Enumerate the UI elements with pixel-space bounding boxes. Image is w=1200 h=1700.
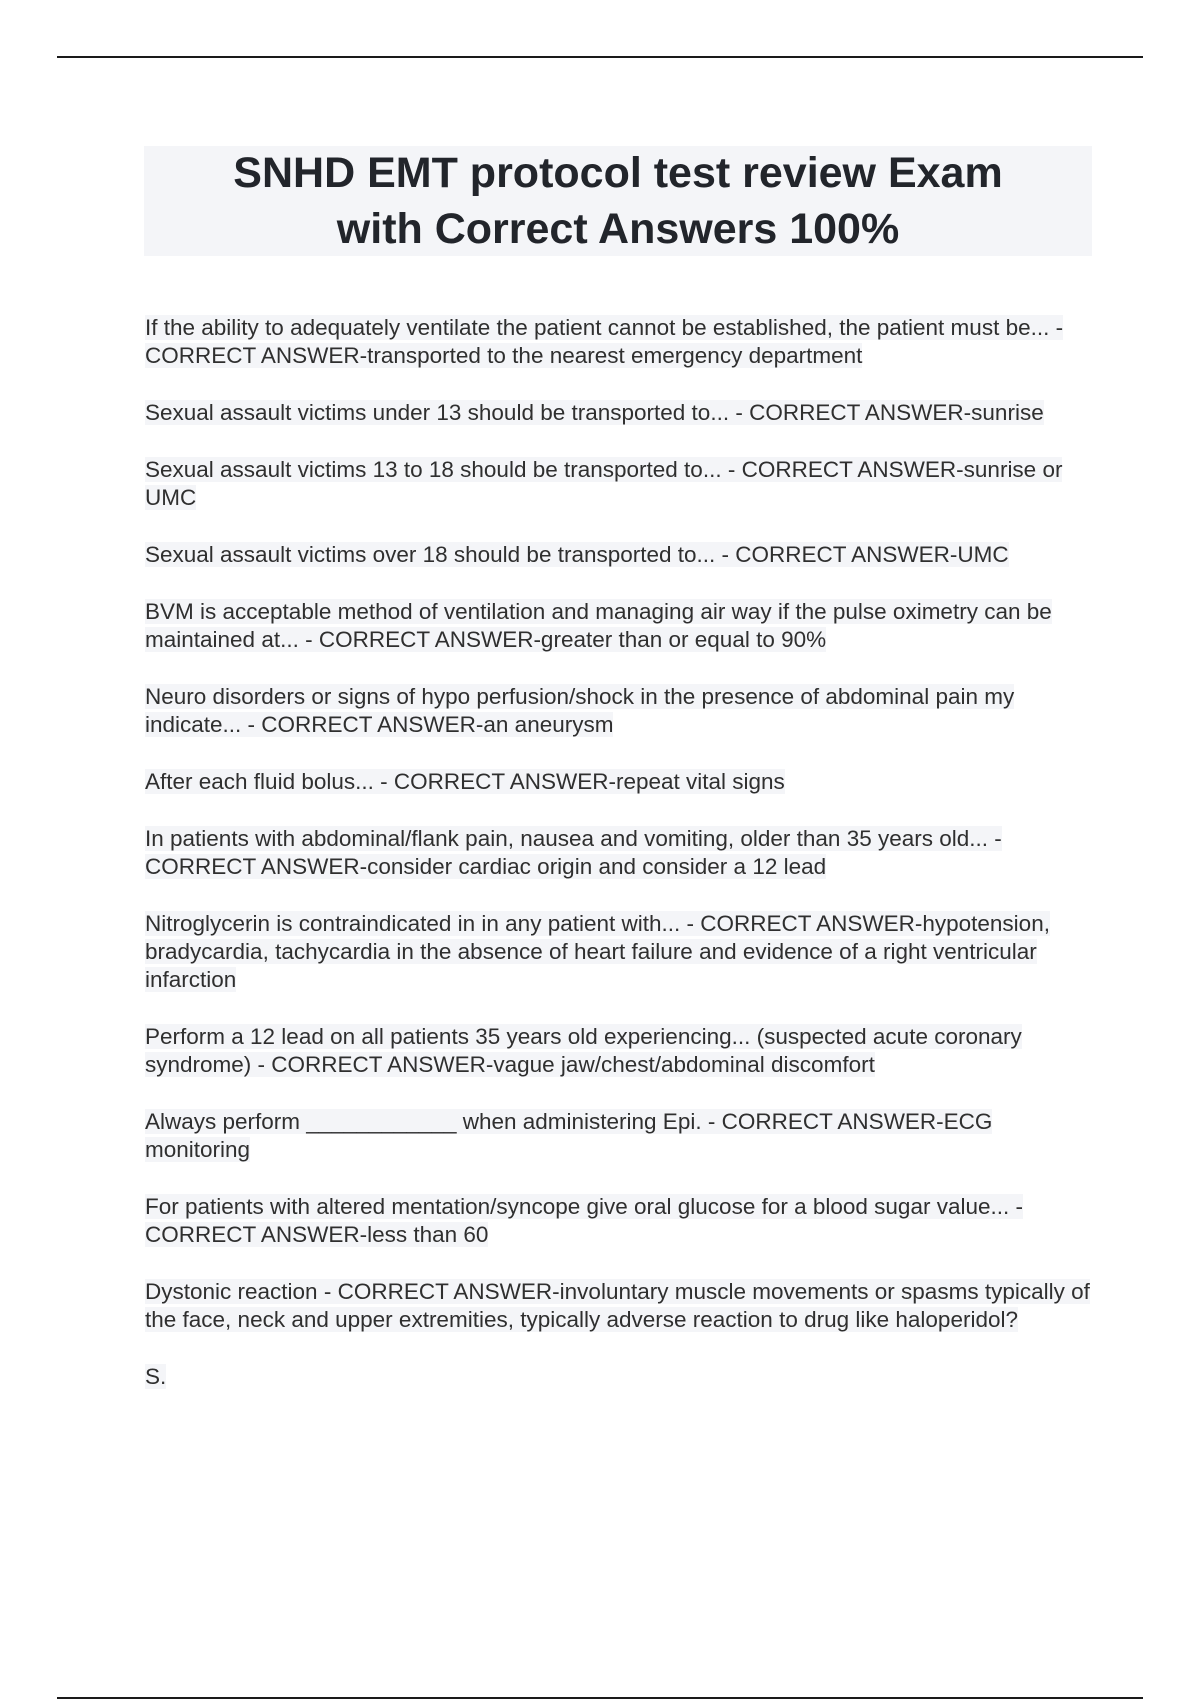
- qa-list: [145, 314, 1095, 1420]
- title-line-2: with Correct Answers 100%: [336, 205, 900, 253]
- qa-text: Always perform ____________ when administering Epi. - CORRECT ANSWER-ECG monitoring: [145, 1109, 993, 1162]
- qa-item: [145, 910, 1095, 994]
- qa-item: [145, 456, 1095, 512]
- title-line-1: SNHD EMT protocol test review Exam: [233, 149, 1003, 197]
- qa-text: Sexual assault victims under 13 should be transported to... - CORRECT ANSWER-sunrise: [145, 400, 1044, 425]
- qa-text: BVM is acceptable method of ventilation and managing air way if the pulse oximetry can be maintained at... - CORRECT ANSWER-greater than or equal to 90%: [145, 599, 1052, 652]
- qa-text: Neuro disorders or signs of hypo perfusion/shock in the presence of abdominal pain my indicate... - CORRECT ANSWER-an aneurysm: [145, 684, 1015, 737]
- qa-text: Sexual assault victims over 18 should be transported to... - CORRECT ANSWER-UMC: [145, 542, 1009, 567]
- qa-item: [145, 314, 1095, 370]
- qa-item: [145, 399, 1095, 427]
- qa-text: If the ability to adequately ventilate the patient cannot be established, the patient must be... - CORRECT ANSWER-transported to the nearest emergency department: [145, 315, 1064, 368]
- qa-item: [145, 541, 1095, 569]
- qa-text: In patients with abdominal/flank pain, nausea and vomiting, older than 35 years old... - CORRECT ANSWER-consider cardiac origin and consider a 12 lead: [145, 826, 1002, 879]
- qa-item: [145, 1108, 1095, 1164]
- bottom-rule: [57, 1697, 1143, 1699]
- qa-text: S.: [145, 1364, 167, 1389]
- qa-item: [145, 1363, 1095, 1391]
- qa-item: [145, 768, 1095, 796]
- qa-text: Nitroglycerin is contraindicated in in any patient with... - CORRECT ANSWER-hypotension, bradycardia, tachycardia in the absence of heart failure and evidence of a right ventricular infarction: [145, 911, 1050, 992]
- qa-item: [145, 1278, 1095, 1334]
- qa-item: [145, 825, 1095, 881]
- qa-text: For patients with altered mentation/syncope give oral glucose for a blood sugar value... - CORRECT ANSWER-less than 60: [145, 1194, 1023, 1247]
- qa-item: [145, 1193, 1095, 1249]
- document-title: [233, 145, 1002, 257]
- qa-item: [145, 1023, 1095, 1079]
- qa-text: After each fluid bolus... - CORRECT ANSWER-repeat vital signs: [145, 769, 785, 794]
- qa-text: Sexual assault victims 13 to 18 should be transported to... - CORRECT ANSWER-sunrise or UMC: [145, 457, 1063, 510]
- qa-text: Dystonic reaction - CORRECT ANSWER-involuntary muscle movements or spasms typically of the face, neck and upper extremities, typically adverse reaction to drug like haloperidol?: [145, 1279, 1090, 1332]
- title-banner: [144, 146, 1092, 256]
- qa-text: Perform a 12 lead on all patients 35 years old experiencing... (suspected acute coronary syndrome) - CORRECT ANSWER-vague jaw/chest/abdominal discomfort: [145, 1024, 1022, 1077]
- qa-item: [145, 683, 1095, 739]
- qa-item: [145, 598, 1095, 654]
- top-rule: [57, 56, 1143, 58]
